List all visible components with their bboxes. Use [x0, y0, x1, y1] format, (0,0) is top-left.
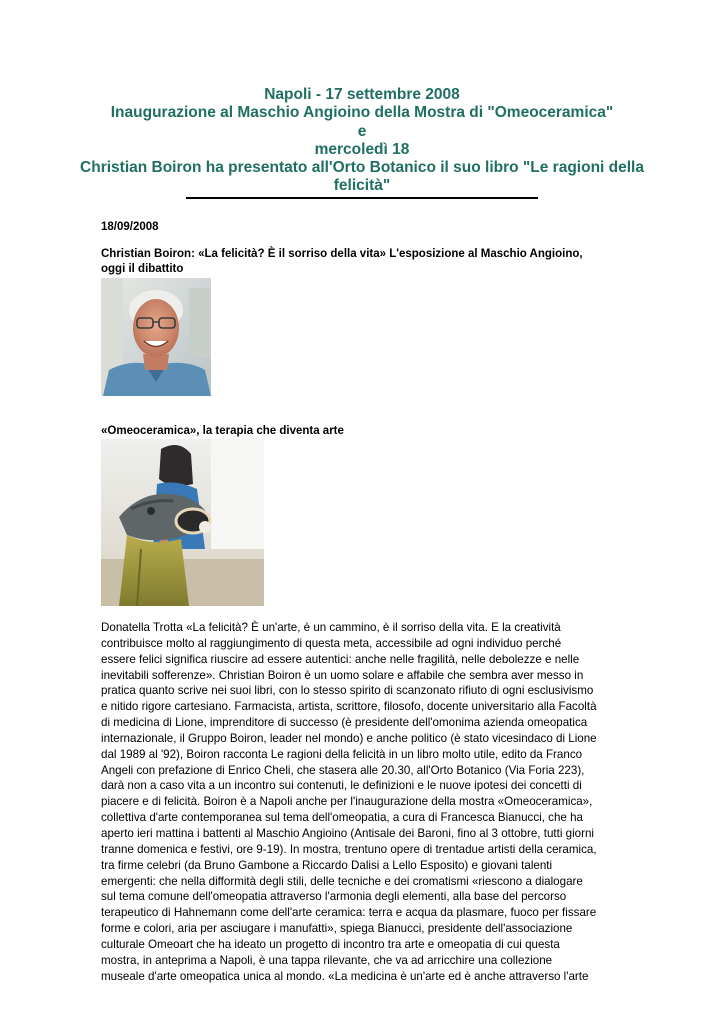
body-line: internazionale, il Gruppo Boiron, leader nel mondo) e anche politico (è stato vicesindaco di Lione — [101, 731, 597, 745]
body-line: aperto ieri mattina i battenti al Maschio Angioino (Antisale dei Baroni, fino al 3 ottobre, tutti giorni — [101, 826, 595, 840]
article-headline — [101, 247, 641, 277]
body-line: museale d'arte omeopatica unica al mondo. «La medicina è un'arte ed è anche attraverso l'arte — [101, 969, 589, 983]
headline-line: oggi il dibattito — [101, 263, 184, 275]
ceramic-sculpture-photo — [101, 439, 264, 606]
page-title — [80, 86, 644, 196]
body-line: essere felici significa riuscire ad essere autentici: anche nelle fragilità, nelle debolezze e nelle — [101, 652, 580, 666]
body-line: emergenti: che nella difformità degli stili, delle tecniche e dei cromatismi «riescono a dialogare — [101, 874, 583, 888]
title-line: felicità" — [333, 177, 391, 195]
body-line: forme e colori, aria per asciugare i manufatti», spiega Bianucci, presidente dell'associazione — [101, 922, 573, 936]
body-line: Angeli con prefazione di Enrico Cheli, che stasera alle 20.30, all'Orto Botanico (Via Foria 223), — [101, 763, 585, 777]
body-line: contribuisce molto al raggiungimento di questa meta, accessibile ad ogni individuo perché — [101, 636, 562, 650]
article-body — [101, 620, 626, 983]
body-line: sul tema comune dell'omeopatia attraverso l'armonia degli elementi, alla base del percorso — [101, 890, 567, 904]
title-line: e — [357, 122, 367, 140]
body-line: pratica quanto scrive nei suoi libri, con lo stesso spirito di scanzonato rifiuto di ogni esclusivismo — [101, 684, 594, 698]
body-line: tra firme celebri (da Bruno Gambone a Riccardo Dalisi a Lello Esposito) e giovani talenti — [101, 858, 553, 872]
body-line: tranne domenica e festivi, ore 9-19). In mostra, trentuno opere di trentadue artisti della ceramica, — [101, 842, 597, 856]
portrait-photo — [101, 278, 211, 396]
body-line: Donatella Trotta «La felicità? È un'arte, è un cammino, è il sorriso della vita. E la creatività — [101, 621, 561, 634]
body-line: collettiva d'arte contemporanea sul tema dell'omeopatia, a cura di Francesca Bianucci, che ha — [101, 811, 583, 825]
title-line: Napoli - 17 settembre 2008 — [264, 86, 460, 103]
article-subhead: «Omeoceramica», la terapia che diventa arte — [101, 425, 344, 437]
title-divider — [186, 197, 538, 199]
body-line: culturale Omeoart che ha ideato un progetto di incontro tra arte e omeopatia di cui questa — [101, 937, 560, 951]
body-line: mostra, in anteprima a Napoli, è una tappa rilevante, che va ad arricchire una collezione — [101, 953, 553, 967]
body-line: darà non a caso vita a un incontro sui contenuti, le definizioni e le nuove ipotesi dei concetti di — [101, 779, 582, 793]
headline-line: Christian Boiron: «La felicità? È il sorriso della vita» L'esposizione al Maschio Angioino, — [101, 248, 583, 260]
article-date: 18/09/2008 — [101, 221, 159, 233]
title-line: Christian Boiron ha presentato all'Orto Botanico il suo libro "Le ragioni della — [80, 159, 644, 177]
body-line: terapeutico di Hahnemann come dell'arte ceramica: terra e acqua da plasmare, fuoco per fissare — [101, 906, 597, 920]
body-line: inevitabili sofferenze». Christian Boiron è un uomo solare e affabile che sembra aver messo in — [101, 668, 584, 682]
body-line: dal 1989 al '92), Boiron racconta Le ragioni della felicità in un libro molto utile, edito da Franco — [101, 747, 583, 761]
body-line: e nitido rigore cartesiano. Farmacista, artista, scrittore, filosofo, docente universitario alla Facoltà — [101, 700, 597, 714]
title-line: mercoledì 18 — [314, 140, 410, 158]
body-line: piacere e di felicità. Boiron è a Napoli anche per l'inaugurazione della mostra «Omeoceramica», — [101, 795, 593, 809]
body-line: di medicina di Lione, imprenditore di successo (è presidente dell'omonima azienda omeopatica — [101, 716, 588, 730]
title-line: Inaugurazione al Maschio Angioino della Mostra di "Omeoceramica" — [110, 104, 614, 122]
